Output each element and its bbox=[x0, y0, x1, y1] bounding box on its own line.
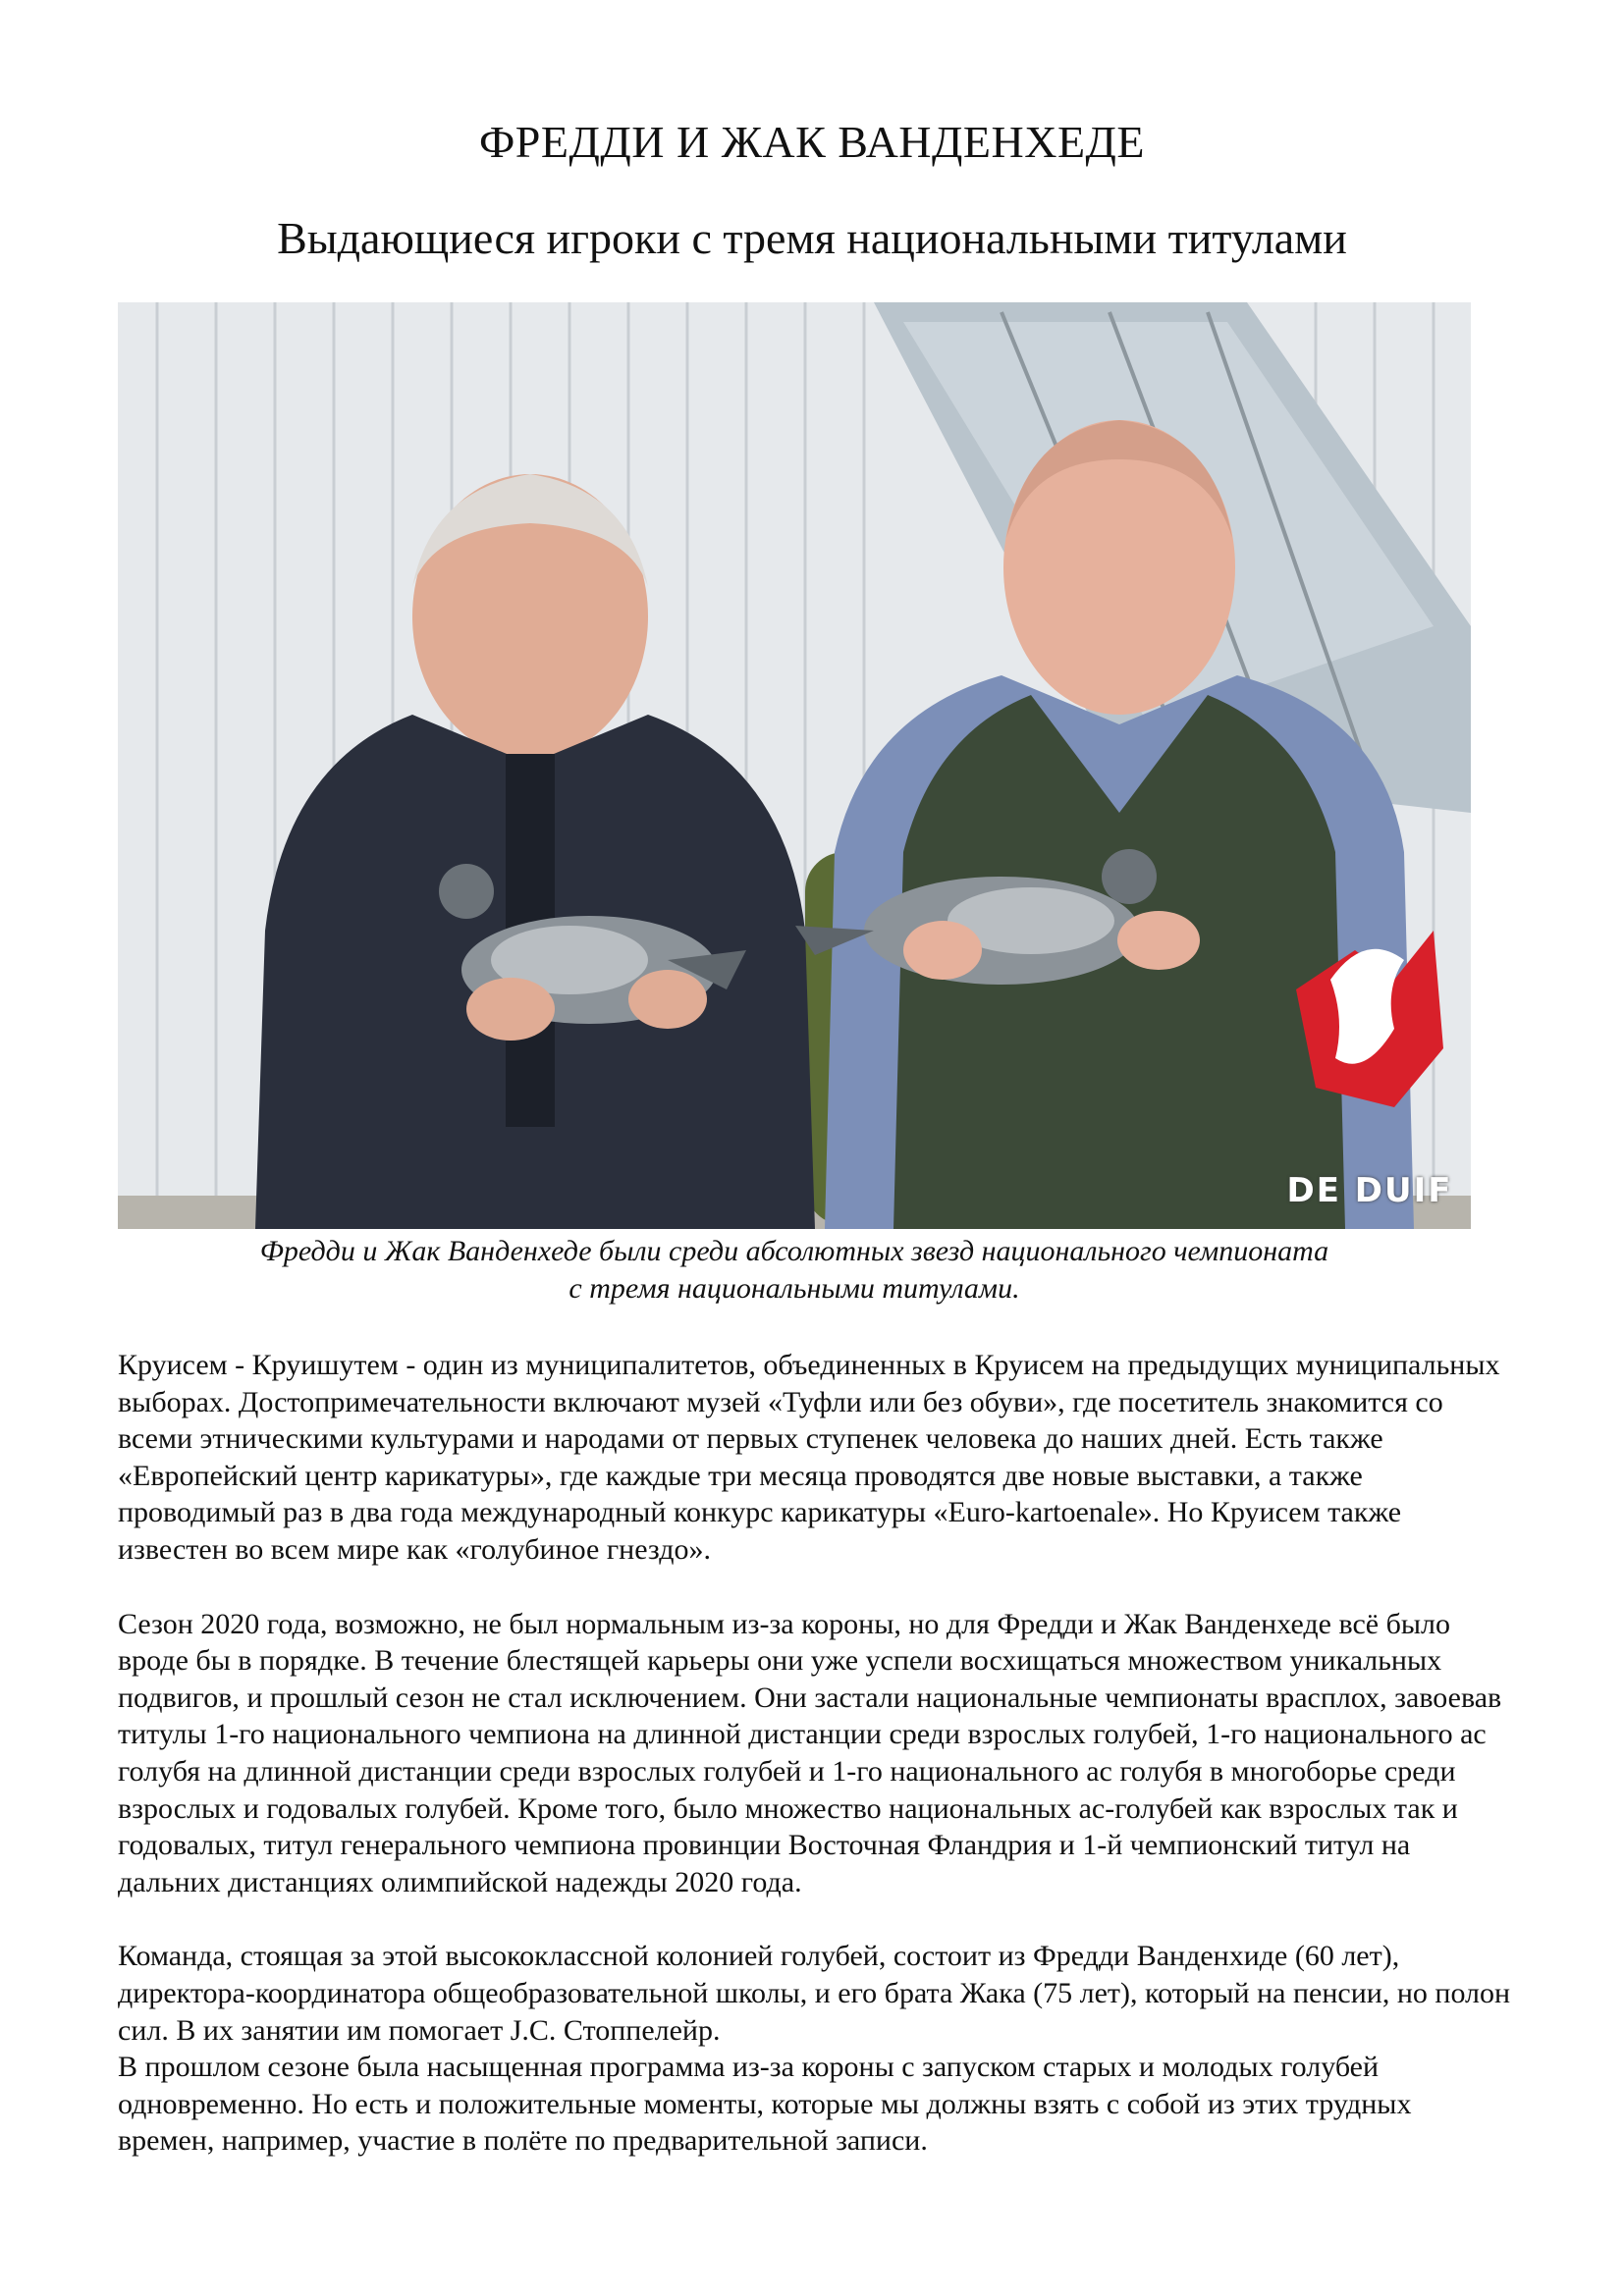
page-title: ФРЕДДИ И ЖАК ВАНДЕНХЕДЕ bbox=[478, 117, 1146, 167]
page-subtitle: Выдающиеся игроки с тремя национальными титулами bbox=[277, 213, 1347, 263]
paragraph-4: В прошлом сезоне была насыщенная программа из-за короны с запуском старых и молодых голубей одновременно. Но есть и положительные моменты, которые мы должны взять с собой из этих трудных времен, например, участие в полёте по предварительной записи. bbox=[118, 2051, 1412, 2158]
article-body bbox=[118, 1347, 1512, 2160]
paragraph-1: Круисем - Круишутем - один из муниципалитетов, объединенных в Круисем на предыдущих муниципальных выборах. Достопримечательности включают музей «Туфли или без обуви», где посетитель знакомится со всеми этническими культурами и народами от первых ступенек человека до наших дней. Есть также «Европейский центр карикатуры», где каждые три месяца проводятся две новые выставки, а также проводимый раз в два года международный конкурс карикатуры «Euro-kartoenale». Но Круисем также известен во всем мире как «голубиное гнездо». bbox=[118, 1349, 1500, 1566]
paragraph-3: Команда, стоящая за этой высококлассной колонией голубей, состоит из Фредди Ванденхиде (60 лет), директора-координатора общеобразовательной школы, и его брата Жака (75 лет), который на пенсии, но полон сил. В их занятии им помогает J.C. Стоппелейр. bbox=[118, 1940, 1511, 2047]
caption-line-1: Фредди и Жак Ванденхеде были среди абсолютных звезд национального чемпионата bbox=[259, 1235, 1329, 1267]
paragraph-2: Сезон 2020 года, возможно, не был нормальным из-за короны, но для Фредди и Жак Ванденхеде всё было вроде бы в порядке. В течение блестящей карьеры они уже успели восхищаться множеством уникальных подвигов, и прошлый сезон не стал исключением. Они застали национальные чемпионаты врасплох, завоевав титулы 1-го национального чемпиона на длинной дистанции среди взрослых голубей, 1-го национального ас голубя на длинной дистанции среди взрослых голубей и 1-го национального ас голубя в многоборье среди взрослых и годовалых голубей. Кроме того, было множество национальных ас-голубей как взрослых так и годовалых, титул генерального чемпиона провинции Восточная Фландрия и 1-й чемпионский титул на дальних дистанциях олимпийской надежды 2020 года. bbox=[118, 1607, 1502, 1898]
article-photo bbox=[118, 302, 1471, 1229]
photo-caption bbox=[118, 1233, 1471, 1308]
logo-text: DE DUIF bbox=[1286, 1171, 1453, 1210]
caption-line-2: с тремя национальными титулами. bbox=[568, 1272, 1020, 1305]
